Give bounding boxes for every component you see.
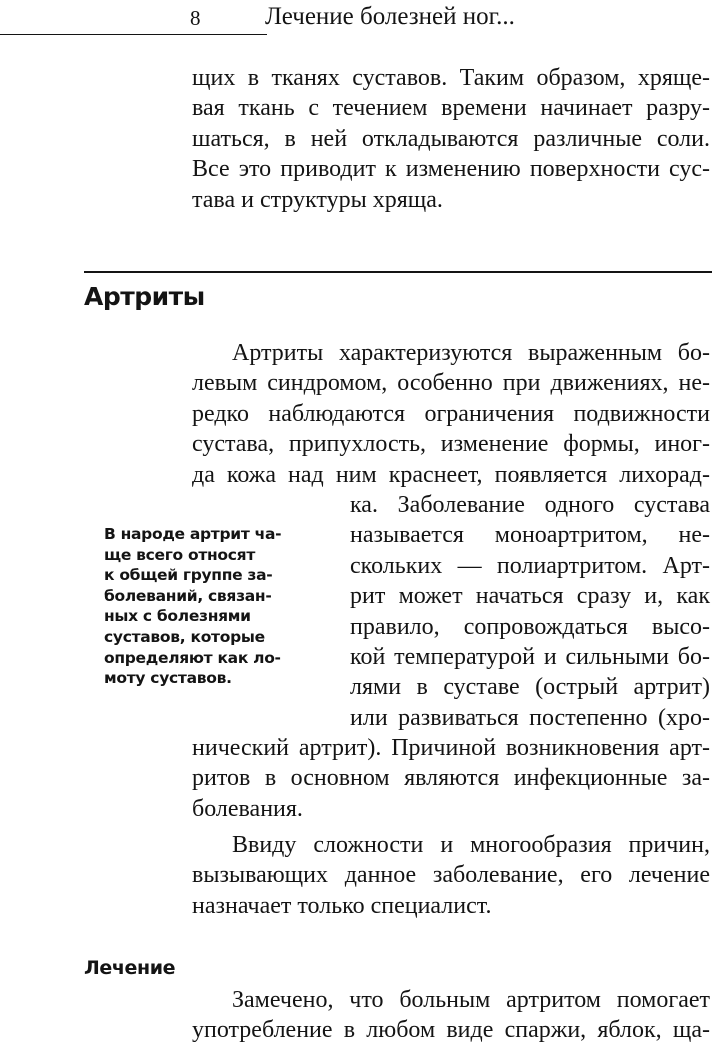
text-line: да кожа над ним краснеет, появляется лихорад- [192,461,710,488]
text-line: щих в тканях суставов. Таким образом, хряще- [192,65,710,91]
text-line: Все это приводит к изменению поверхности сус- [192,156,710,183]
sidebar-line: суставов, которые [104,627,265,646]
text-line: ка. Заболевание одного сустава [350,492,710,518]
intro-paragraph [192,63,710,215]
page-number: 8 [190,6,201,30]
sidebar-note [104,524,304,689]
text-line: ритов в основном являются инфекционные за- [192,765,710,792]
text-line: нический артрит). Причиной возникновения арт- [192,735,710,761]
text-line: Артриты характеризуются выраженным бо- [232,340,710,366]
running-title: Лечение болезней ног... [265,3,515,30]
text-line: лями в суставе (острый артрит) [350,674,710,701]
text-line: сустава, припухлость, изменение формы, иног- [192,431,710,458]
text-line: вая ткань с течением времени начинает разру- [192,95,710,122]
text-line: или развиваться постепенно (хро- [350,704,710,731]
text-line: кой температурой и сильными бо- [350,643,710,670]
text-line: правило, сопровождаться высо- [350,613,710,640]
section-rule [84,271,712,273]
header-rule [0,34,267,35]
text-line: назначает только специалист. [192,892,492,919]
text-line: вызывающих данное заболевание, его лечение [192,862,710,889]
section-heading: Артриты [84,282,205,311]
subsection-paragraph [192,985,710,1046]
sidebar-line: ных с болезнями [104,607,251,626]
paragraph-bottom [192,733,710,824]
text-line: болевания. [192,795,303,822]
sidebar-line: к общей группе за- [104,566,273,585]
paragraph-second [192,830,710,921]
text-line: тава и структуры хряща. [192,186,443,213]
text-line: рит может начаться сразу и, как [350,583,710,610]
text-line: Замечено, что больным артритом помогает [232,987,710,1013]
paragraph-top [192,338,710,490]
paragraph-wrapped [350,490,710,733]
text-line: левым синдромом, особенно при движениях, не- [192,370,710,397]
text-line: редко наблюдаются ограничения подвижности [192,400,710,427]
text-line: употребление в любом виде спаржи, яблок, ща- [192,1017,710,1044]
text-line: называется моноартритом, не- [350,522,710,549]
subsection-heading: Лечение [84,957,176,979]
text-line: скольких — полиартритом. Арт- [350,552,710,579]
text-line: Ввиду сложности и многообразия причин, [232,832,710,858]
sidebar-line: моту суставов. [104,669,232,688]
sidebar-line: болеваний, связан- [104,586,272,605]
text-line: шаться, в ней откладываются различные соли. [192,125,710,152]
sidebar-line: определяют как ло- [104,648,281,667]
sidebar-line: ще всего относят [104,545,256,564]
sidebar-line: В народе артрит ча- [104,525,282,543]
